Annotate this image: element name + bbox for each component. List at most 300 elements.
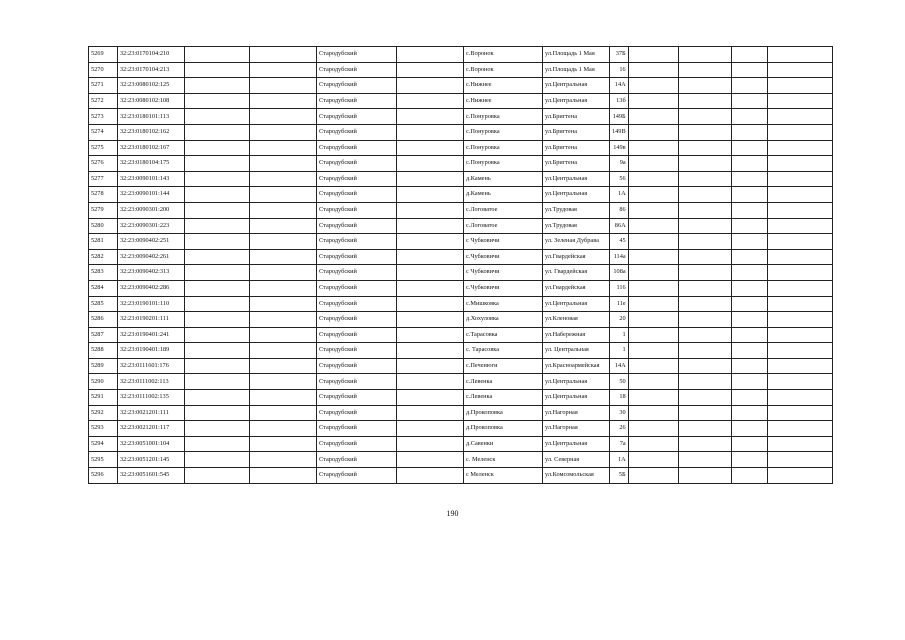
- empty-cell: [731, 468, 767, 484]
- empty-cell: [678, 436, 731, 452]
- house-number-cell: 7а: [610, 436, 629, 452]
- house-number-cell: 1А: [610, 452, 629, 468]
- locality-cell: с.Печенюги: [464, 358, 543, 374]
- empty-cell: [767, 218, 832, 234]
- district-cell: Стародубский: [317, 296, 397, 312]
- district-cell: Стародубский: [317, 249, 397, 265]
- empty-cell: [628, 62, 678, 78]
- empty-cell: [731, 390, 767, 406]
- house-number-cell: 14А: [610, 358, 629, 374]
- empty-cell: [767, 265, 832, 281]
- empty-cell: [731, 156, 767, 172]
- empty-cell: [767, 405, 832, 421]
- empty-cell: [250, 405, 317, 421]
- street-cell: ул.Бригтена: [543, 109, 610, 125]
- empty-cell: [628, 280, 678, 296]
- empty-cell: [731, 202, 767, 218]
- cadastral-number-cell: 32:23:0021201:117: [118, 421, 185, 437]
- house-number-cell: 86: [610, 202, 629, 218]
- empty-cell: [731, 265, 767, 281]
- empty-cell: [628, 202, 678, 218]
- district-cell: Стародубский: [317, 405, 397, 421]
- street-cell: ул.Красноармейская: [543, 358, 610, 374]
- empty-cell: [628, 358, 678, 374]
- empty-cell: [678, 171, 731, 187]
- empty-cell: [250, 436, 317, 452]
- empty-cell: [250, 374, 317, 390]
- locality-cell: д.Камень: [464, 187, 543, 203]
- empty-cell: [250, 62, 317, 78]
- locality-cell: д.Прокоповка: [464, 405, 543, 421]
- district-cell: Стародубский: [317, 109, 397, 125]
- empty-cell: [397, 78, 464, 94]
- empty-cell: [767, 452, 832, 468]
- empty-cell: [185, 296, 250, 312]
- empty-cell: [250, 171, 317, 187]
- locality-cell: д.Савенки: [464, 436, 543, 452]
- empty-cell: [397, 249, 464, 265]
- empty-cell: [767, 280, 832, 296]
- street-cell: ул.Нагорная: [543, 405, 610, 421]
- house-number-cell: 1: [610, 343, 629, 359]
- locality-cell: с.Левенка: [464, 374, 543, 390]
- empty-cell: [678, 124, 731, 140]
- district-cell: Стародубский: [317, 436, 397, 452]
- empty-cell: [731, 124, 767, 140]
- empty-cell: [628, 156, 678, 172]
- empty-cell: [628, 218, 678, 234]
- cadastral-number-cell: 32:23:0090301:223: [118, 218, 185, 234]
- empty-cell: [250, 218, 317, 234]
- empty-cell: [397, 390, 464, 406]
- empty-cell: [628, 390, 678, 406]
- empty-cell: [250, 358, 317, 374]
- empty-cell: [185, 218, 250, 234]
- street-cell: ул.Центральная: [543, 296, 610, 312]
- empty-cell: [397, 187, 464, 203]
- empty-cell: [185, 327, 250, 343]
- empty-cell: [185, 452, 250, 468]
- empty-cell: [250, 468, 317, 484]
- empty-cell: [397, 234, 464, 250]
- house-number-cell: 149Б: [610, 109, 629, 125]
- street-cell: ул. Центральная: [543, 343, 610, 359]
- table-row: [89, 358, 833, 374]
- empty-cell: [628, 78, 678, 94]
- street-cell: ул.Комсомольская: [543, 468, 610, 484]
- empty-cell: [678, 93, 731, 109]
- locality-cell: с.Нижнее: [464, 93, 543, 109]
- empty-cell: [628, 296, 678, 312]
- cadastral-number-cell: 32:23:0090402:251: [118, 234, 185, 250]
- table-row: [89, 374, 833, 390]
- empty-cell: [628, 171, 678, 187]
- record-number-cell: 5278: [89, 187, 118, 203]
- locality-cell: с.Понуровка: [464, 124, 543, 140]
- table-row: [89, 78, 833, 94]
- table-row: [89, 343, 833, 359]
- cadastral-number-cell: 32:23:0190401:241: [118, 327, 185, 343]
- empty-cell: [731, 140, 767, 156]
- district-cell: Стародубский: [317, 47, 397, 63]
- locality-cell: с.Воронок: [464, 47, 543, 63]
- table-row: [89, 47, 833, 63]
- empty-cell: [628, 468, 678, 484]
- empty-cell: [767, 93, 832, 109]
- locality-cell: с.Понуровка: [464, 140, 543, 156]
- empty-cell: [731, 405, 767, 421]
- record-number-cell: 5270: [89, 62, 118, 78]
- empty-cell: [767, 358, 832, 374]
- house-number-cell: 45: [610, 234, 629, 250]
- empty-cell: [731, 327, 767, 343]
- empty-cell: [767, 234, 832, 250]
- empty-cell: [397, 296, 464, 312]
- empty-cell: [678, 452, 731, 468]
- table-row: [89, 436, 833, 452]
- street-cell: ул.Трудовая: [543, 218, 610, 234]
- locality-cell: с Чубковичи: [464, 265, 543, 281]
- empty-cell: [397, 405, 464, 421]
- empty-cell: [250, 156, 317, 172]
- empty-cell: [767, 421, 832, 437]
- empty-cell: [731, 62, 767, 78]
- empty-cell: [678, 296, 731, 312]
- empty-cell: [250, 124, 317, 140]
- empty-cell: [628, 109, 678, 125]
- district-cell: Стародубский: [317, 78, 397, 94]
- empty-cell: [250, 234, 317, 250]
- empty-cell: [250, 452, 317, 468]
- empty-cell: [185, 93, 250, 109]
- empty-cell: [678, 62, 731, 78]
- record-number-cell: 5269: [89, 47, 118, 63]
- table-row: [89, 171, 833, 187]
- table-row: [89, 312, 833, 328]
- district-cell: Стародубский: [317, 421, 397, 437]
- house-number-cell: 108а: [610, 265, 629, 281]
- empty-cell: [731, 358, 767, 374]
- locality-cell: с Меленск: [464, 468, 543, 484]
- empty-cell: [397, 421, 464, 437]
- empty-cell: [628, 452, 678, 468]
- street-cell: ул.Центральная: [543, 390, 610, 406]
- empty-cell: [250, 312, 317, 328]
- table-row: [89, 280, 833, 296]
- street-cell: ул.Бригтена: [543, 156, 610, 172]
- empty-cell: [767, 296, 832, 312]
- empty-cell: [731, 234, 767, 250]
- house-number-cell: 37Б: [610, 47, 629, 63]
- cadastral-number-cell: 32:23:0180101:113: [118, 109, 185, 125]
- street-cell: ул.Центральная: [543, 93, 610, 109]
- district-cell: Стародубский: [317, 358, 397, 374]
- locality-cell: с.Понуровка: [464, 156, 543, 172]
- record-number-cell: 5284: [89, 280, 118, 296]
- empty-cell: [767, 171, 832, 187]
- empty-cell: [628, 93, 678, 109]
- empty-cell: [185, 187, 250, 203]
- empty-cell: [185, 62, 250, 78]
- empty-cell: [397, 374, 464, 390]
- empty-cell: [767, 343, 832, 359]
- empty-cell: [678, 187, 731, 203]
- table-row: [89, 265, 833, 281]
- street-cell: ул.Центральная: [543, 78, 610, 94]
- empty-cell: [628, 405, 678, 421]
- district-cell: Стародубский: [317, 187, 397, 203]
- table-row: [89, 234, 833, 250]
- record-number-cell: 5288: [89, 343, 118, 359]
- record-number-cell: 5280: [89, 218, 118, 234]
- empty-cell: [397, 358, 464, 374]
- district-cell: Стародубский: [317, 327, 397, 343]
- street-cell: ул.Бригтена: [543, 140, 610, 156]
- cadastral-number-cell: 32:23:0180104:175: [118, 156, 185, 172]
- cadastral-number-cell: 32:23:0090101:143: [118, 171, 185, 187]
- house-number-cell: 1А: [610, 187, 629, 203]
- district-cell: Стародубский: [317, 468, 397, 484]
- table-row: [89, 390, 833, 406]
- house-number-cell: 149в: [610, 140, 629, 156]
- house-number-cell: 86А: [610, 218, 629, 234]
- empty-cell: [185, 312, 250, 328]
- cadastral-number-cell: 32:23:0080102:108: [118, 93, 185, 109]
- empty-cell: [731, 436, 767, 452]
- district-cell: Стародубский: [317, 202, 397, 218]
- record-number-cell: 5274: [89, 124, 118, 140]
- empty-cell: [397, 109, 464, 125]
- street-cell: ул.Площадь 1 Мая: [543, 47, 610, 63]
- empty-cell: [397, 280, 464, 296]
- district-cell: Стародубский: [317, 140, 397, 156]
- empty-cell: [731, 374, 767, 390]
- cadastral-number-cell: 32:23:0090402:286: [118, 280, 185, 296]
- empty-cell: [731, 109, 767, 125]
- empty-cell: [678, 156, 731, 172]
- empty-cell: [397, 436, 464, 452]
- table-row: [89, 249, 833, 265]
- empty-cell: [250, 93, 317, 109]
- record-number-cell: 5273: [89, 109, 118, 125]
- empty-cell: [250, 296, 317, 312]
- empty-cell: [678, 249, 731, 265]
- empty-cell: [185, 468, 250, 484]
- house-number-cell: 20: [610, 312, 629, 328]
- street-cell: ул.Площадь 1 Мая: [543, 62, 610, 78]
- cadastral-number-cell: 32:23:0111002:113: [118, 374, 185, 390]
- empty-cell: [397, 218, 464, 234]
- empty-cell: [678, 343, 731, 359]
- property-register-table: [88, 46, 833, 484]
- house-number-cell: 14А: [610, 78, 629, 94]
- empty-cell: [185, 343, 250, 359]
- locality-cell: с.Тарасовка: [464, 327, 543, 343]
- empty-cell: [185, 405, 250, 421]
- record-number-cell: 5279: [89, 202, 118, 218]
- empty-cell: [397, 265, 464, 281]
- empty-cell: [628, 312, 678, 328]
- empty-cell: [250, 187, 317, 203]
- cadastral-number-cell: 32:23:0021201:111: [118, 405, 185, 421]
- empty-cell: [767, 187, 832, 203]
- empty-cell: [397, 327, 464, 343]
- empty-cell: [767, 109, 832, 125]
- street-cell: ул. Гвардейская: [543, 265, 610, 281]
- empty-cell: [678, 405, 731, 421]
- locality-cell: с.Чубковичи: [464, 280, 543, 296]
- empty-cell: [767, 140, 832, 156]
- record-number-cell: 5276: [89, 156, 118, 172]
- house-number-cell: 30: [610, 405, 629, 421]
- empty-cell: [185, 374, 250, 390]
- district-cell: Стародубский: [317, 171, 397, 187]
- empty-cell: [731, 296, 767, 312]
- cadastral-number-cell: 32:23:0051001:104: [118, 436, 185, 452]
- record-number-cell: 5296: [89, 468, 118, 484]
- cadastral-number-cell: 32:23:0190201:111: [118, 312, 185, 328]
- empty-cell: [185, 171, 250, 187]
- table-row: [89, 468, 833, 484]
- empty-cell: [185, 234, 250, 250]
- district-cell: Стародубский: [317, 452, 397, 468]
- empty-cell: [678, 468, 731, 484]
- empty-cell: [185, 109, 250, 125]
- empty-cell: [628, 265, 678, 281]
- locality-cell: с.Воронок: [464, 62, 543, 78]
- street-cell: ул.Центральная: [543, 374, 610, 390]
- empty-cell: [767, 156, 832, 172]
- empty-cell: [678, 327, 731, 343]
- empty-cell: [250, 421, 317, 437]
- locality-cell: с. Меленск: [464, 452, 543, 468]
- table-body: [89, 47, 833, 484]
- district-cell: Стародубский: [317, 343, 397, 359]
- empty-cell: [767, 202, 832, 218]
- cadastral-number-cell: 32:23:0170104:213: [118, 62, 185, 78]
- cadastral-number-cell: 32:23:0190101:110: [118, 296, 185, 312]
- empty-cell: [397, 171, 464, 187]
- locality-cell: с.Понуровка: [464, 109, 543, 125]
- empty-cell: [397, 124, 464, 140]
- house-number-cell: 116: [610, 280, 629, 296]
- empty-cell: [678, 280, 731, 296]
- empty-cell: [628, 436, 678, 452]
- district-cell: Стародубский: [317, 234, 397, 250]
- empty-cell: [250, 249, 317, 265]
- empty-cell: [731, 280, 767, 296]
- empty-cell: [250, 202, 317, 218]
- empty-cell: [250, 390, 317, 406]
- empty-cell: [628, 234, 678, 250]
- empty-cell: [628, 343, 678, 359]
- record-number-cell: 5277: [89, 171, 118, 187]
- table-row: [89, 124, 833, 140]
- house-number-cell: 18: [610, 390, 629, 406]
- district-cell: Стародубский: [317, 390, 397, 406]
- empty-cell: [250, 47, 317, 63]
- empty-cell: [731, 312, 767, 328]
- cadastral-number-cell: 32:23:0190401:189: [118, 343, 185, 359]
- empty-cell: [250, 78, 317, 94]
- empty-cell: [731, 171, 767, 187]
- empty-cell: [678, 421, 731, 437]
- empty-cell: [767, 374, 832, 390]
- house-number-cell: 50: [610, 374, 629, 390]
- district-cell: Стародубский: [317, 374, 397, 390]
- locality-cell: с Чубковичи: [464, 234, 543, 250]
- house-number-cell: 5Б: [610, 468, 629, 484]
- empty-cell: [767, 78, 832, 94]
- empty-cell: [678, 47, 731, 63]
- table-row: [89, 93, 833, 109]
- empty-cell: [185, 436, 250, 452]
- house-number-cell: 149В: [610, 124, 629, 140]
- district-cell: Стародубский: [317, 124, 397, 140]
- empty-cell: [185, 280, 250, 296]
- district-cell: Стародубский: [317, 62, 397, 78]
- house-number-cell: 13б: [610, 93, 629, 109]
- empty-cell: [397, 312, 464, 328]
- empty-cell: [397, 62, 464, 78]
- district-cell: Стародубский: [317, 312, 397, 328]
- empty-cell: [397, 140, 464, 156]
- table-row: [89, 187, 833, 203]
- street-cell: ул. Зеленая Дубрава: [543, 234, 610, 250]
- table-row: [89, 156, 833, 172]
- table-row: [89, 296, 833, 312]
- street-cell: ул.Нагорная: [543, 421, 610, 437]
- page-number: 190: [446, 509, 459, 518]
- locality-cell: д.Хохуловка: [464, 312, 543, 328]
- empty-cell: [678, 218, 731, 234]
- record-number-cell: 5283: [89, 265, 118, 281]
- empty-cell: [731, 93, 767, 109]
- house-number-cell: 26: [610, 421, 629, 437]
- empty-cell: [678, 390, 731, 406]
- empty-cell: [185, 140, 250, 156]
- empty-cell: [628, 47, 678, 63]
- empty-cell: [731, 249, 767, 265]
- cadastral-number-cell: 32:23:0051201:145: [118, 452, 185, 468]
- empty-cell: [678, 358, 731, 374]
- empty-cell: [678, 202, 731, 218]
- house-number-cell: 9а: [610, 156, 629, 172]
- empty-cell: [397, 93, 464, 109]
- locality-cell: с.Логоватое: [464, 218, 543, 234]
- house-number-cell: 11е: [610, 296, 629, 312]
- empty-cell: [185, 156, 250, 172]
- empty-cell: [767, 327, 832, 343]
- locality-cell: с.Логоватое: [464, 202, 543, 218]
- locality-cell: с.Нижнее: [464, 78, 543, 94]
- record-number-cell: 5271: [89, 78, 118, 94]
- empty-cell: [250, 109, 317, 125]
- empty-cell: [185, 358, 250, 374]
- house-number-cell: 16: [610, 62, 629, 78]
- district-cell: Стародубский: [317, 265, 397, 281]
- empty-cell: [678, 109, 731, 125]
- empty-cell: [678, 140, 731, 156]
- empty-cell: [628, 421, 678, 437]
- cadastral-number-cell: 32:23:0180102:162: [118, 124, 185, 140]
- house-number-cell: 1: [610, 327, 629, 343]
- house-number-cell: 114а: [610, 249, 629, 265]
- street-cell: ул.Центральная: [543, 436, 610, 452]
- table-row: [89, 421, 833, 437]
- empty-cell: [397, 156, 464, 172]
- empty-cell: [767, 124, 832, 140]
